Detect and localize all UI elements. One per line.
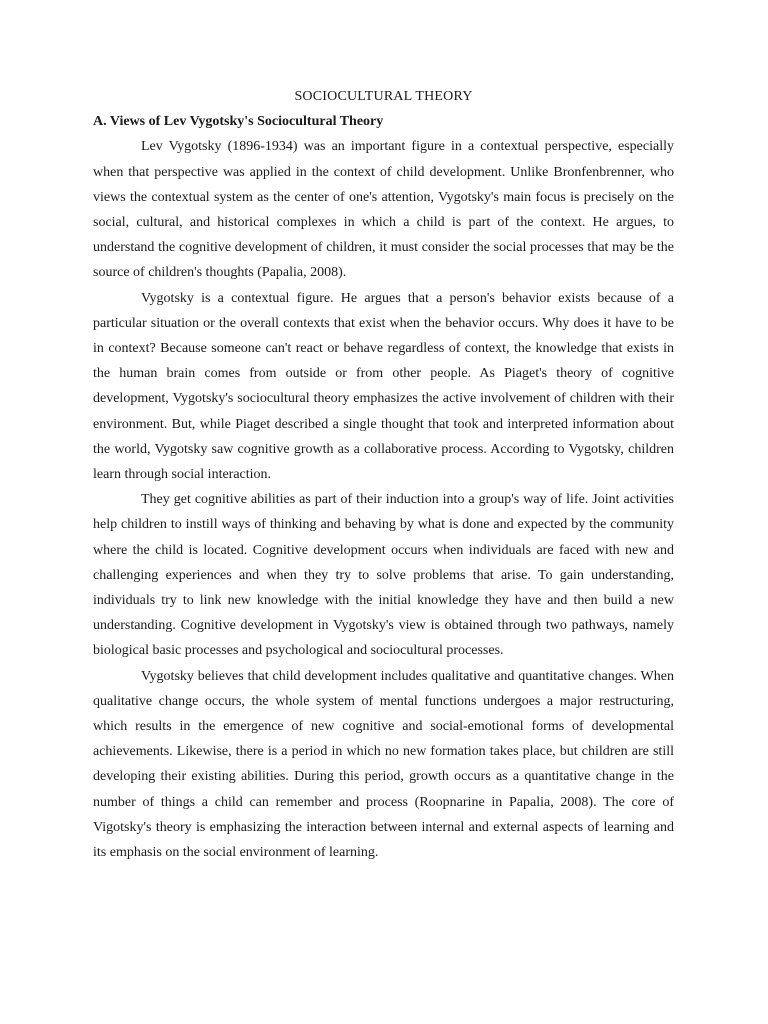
paragraph: Vygotsky is a contextual figure. He argues that a person's behavior exists because of a particular situation or the overall contexts that exist when the behavior occurs. Why does it have to be in context? Because someone can't react or behave regardless of context, the knowledge that exists in the human brain comes from outside or from other people. As Piaget's theory of cognitive development, Vygotsky's sociocultural theory emphasizes the active involvement of children with their environment. But, while Piaget described a single thought that took and interpreted information about the world, Vygotsky saw cognitive growth as a collaborative process. According to Vygotsky, children learn through social interaction. [93, 290, 674, 483]
paragraph: Vygotsky believes that child development includes qualitative and quantitative changes. When qualitative change occurs, the whole system of mental functions undergoes a major restructuring, which results in the emergence of new cognitive and social-emotional forms of developmental achievements. Likewise, there is a period in which no new formation takes place, but children are still developing their existing abilities. During this period, growth occurs as a quantitative change in the number of things a child can remember and process (Roopnarine in Papalia, 2008). The core of Vigotsky's theory is emphasizing the interaction between internal and external aspects of learning and its emphasis on the social environment of learning. [93, 668, 674, 861]
paragraph: They get cognitive abilities as part of their induction into a group's way of life. Joint activities help children to instill ways of thinking and behaving by what is done and expected by the community where the child is located. Cognitive development occurs when individuals are faced with new and challenging experiences and when they try to solve problems that arise. To gain understanding, individuals try to link new knowledge with the initial knowledge they have and then build a new understanding. Cognitive development in Vygotsky's view is obtained through two pathways, namely biological basic processes and psychological and sociocultural processes. [93, 492, 674, 659]
document-page [93, 84, 674, 865]
document-title: SOCIOCULTURAL THEORY [294, 89, 473, 104]
paragraph: Lev Vygotsky (1896-1934) was an important figure in a contextual perspective, especially when that perspective was applied in the context of child development. Unlike Bronfenbrenner, who views the contextual system as the center of one's attention, Vygotsky's main focus is precisely on the social, cultural, and historical complexes in which a child is part of the context. He argues, to understand the cognitive development of children, it must consider the social processes that may be the source of children's thoughts (Papalia, 2008). [93, 139, 674, 281]
section-heading: A. Views of Lev Vygotsky's Sociocultural Theory [93, 114, 384, 130]
